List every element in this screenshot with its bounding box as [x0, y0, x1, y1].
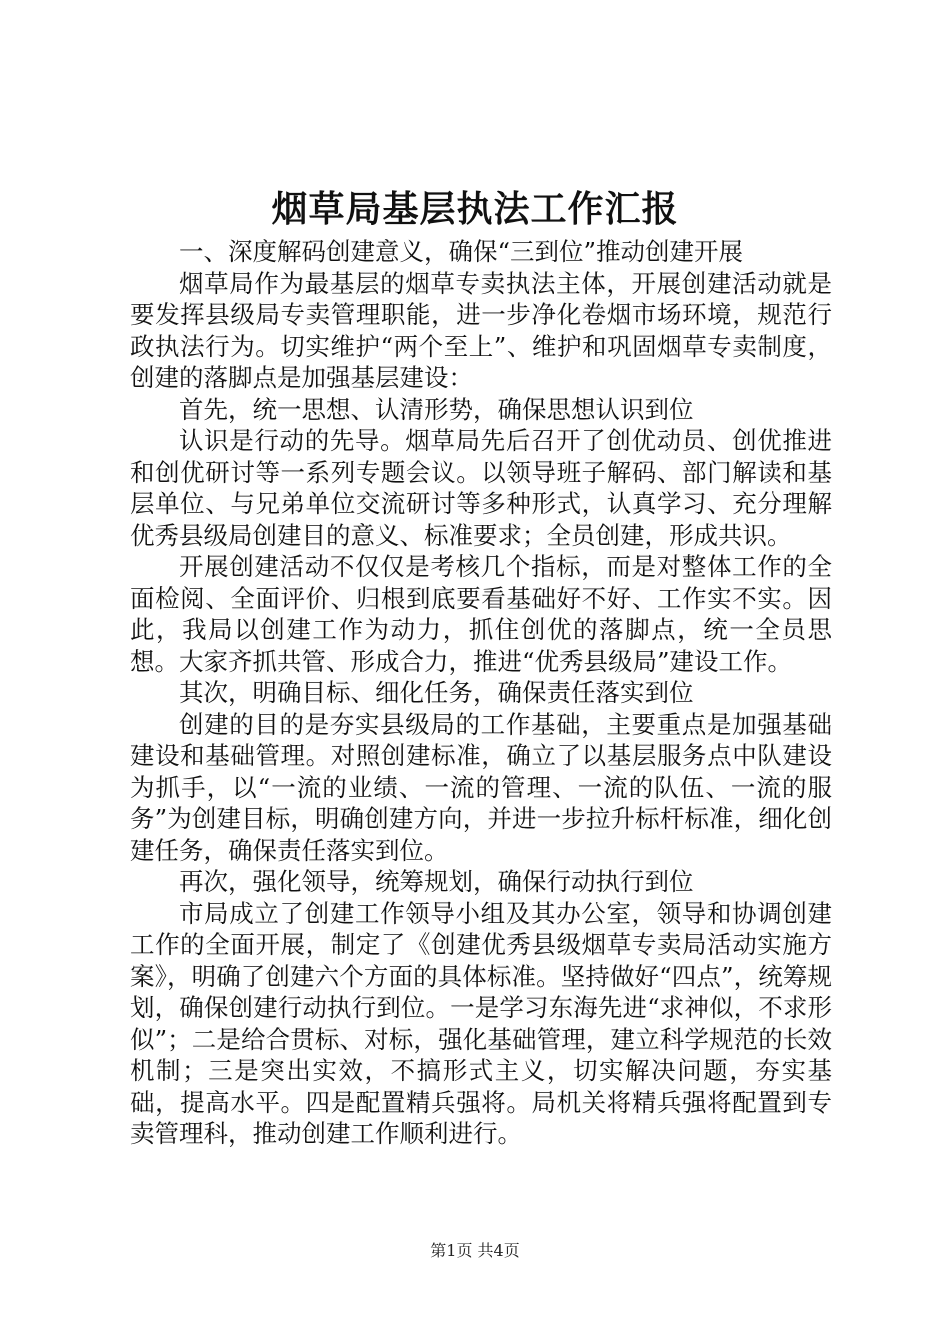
paragraph: 市局成立了创建工作领导小组及其办公室，领导和协调创建工作的全面开展，制定了《创建优秀县级烟草专卖局活动实施方案》，明确了创建六个方面的具体标准。坚持做好“四点”，统筹规划，确保创建行动执行到位。一是学习东海先进“求神似，不求形似”；二是给合贯标、对标，强化基础管理，建立科学规范的长效机制；三是突出实效，不搞形式主义，切实解决问题，夯实基础，提高水平。四是配置精兵强将。局机关将精兵强将配置到专卖管理科，推动创建工作顺利进行。	[130, 898, 832, 1148]
page-footer: 第1页 共4页	[430, 1241, 520, 1260]
subsection-heading: 首先，统一思想、认清形势，确保思想认识到位	[179, 394, 694, 424]
document-body	[130, 236, 832, 1150]
subsection-heading: 再次，强化领导，统筹规划，确保行动执行到位	[179, 867, 694, 896]
subsection-heading: 其次，明确目标、细化任务，确保责任落实到位	[179, 678, 694, 707]
section-heading: 一、深度解码创建意义，确保“三到位”推动创建开展	[179, 237, 744, 266]
paragraph: 认识是行动的先导。烟草局先后召开了创优动员、创优推进和创优研讨等一系列专题会议。以领导班子解码、部门解读和基层单位、与兄弟单位交流研讨等多种形式，认真学习、充分理解优秀县级局创建目的意义、标准要求；全员创建，形成共识。	[130, 426, 832, 550]
document-title: 烟草局基层执法工作汇报	[271, 188, 679, 230]
paragraph: 开展创建活动不仅仅是考核几个指标，而是对整体工作的全面检阅、全面评价、归根到底要看基础好不好、工作实不实。因此，我局以创建工作为动力，抓住创优的落脚点，统一全员思想。大家齐抓共管、形成合力，推进“优秀县级局”建设工作。	[130, 552, 832, 676]
paragraph: 创建的目的是夯实县级局的工作基础，主要重点是加强基础建设和基础管理。对照创建标准，确立了以基层服务点中队建设为抓手，以“一流的业绩、一流的管理、一流的队伍、一流的服务”为创建目标，明确创建方向，并进一步拉升标杆标准，细化创建任务，确保责任落实到位。	[130, 709, 832, 865]
paragraph: 烟草局作为最基层的烟草专卖执法主体，开展创建活动就是要发挥县级局专卖管理职能，进一步净化卷烟市场环境，规范行政执法行为。切实维护“两个至上”、维护和巩固烟草专卖制度，创建的落脚点是加强基层建设：	[130, 268, 832, 392]
